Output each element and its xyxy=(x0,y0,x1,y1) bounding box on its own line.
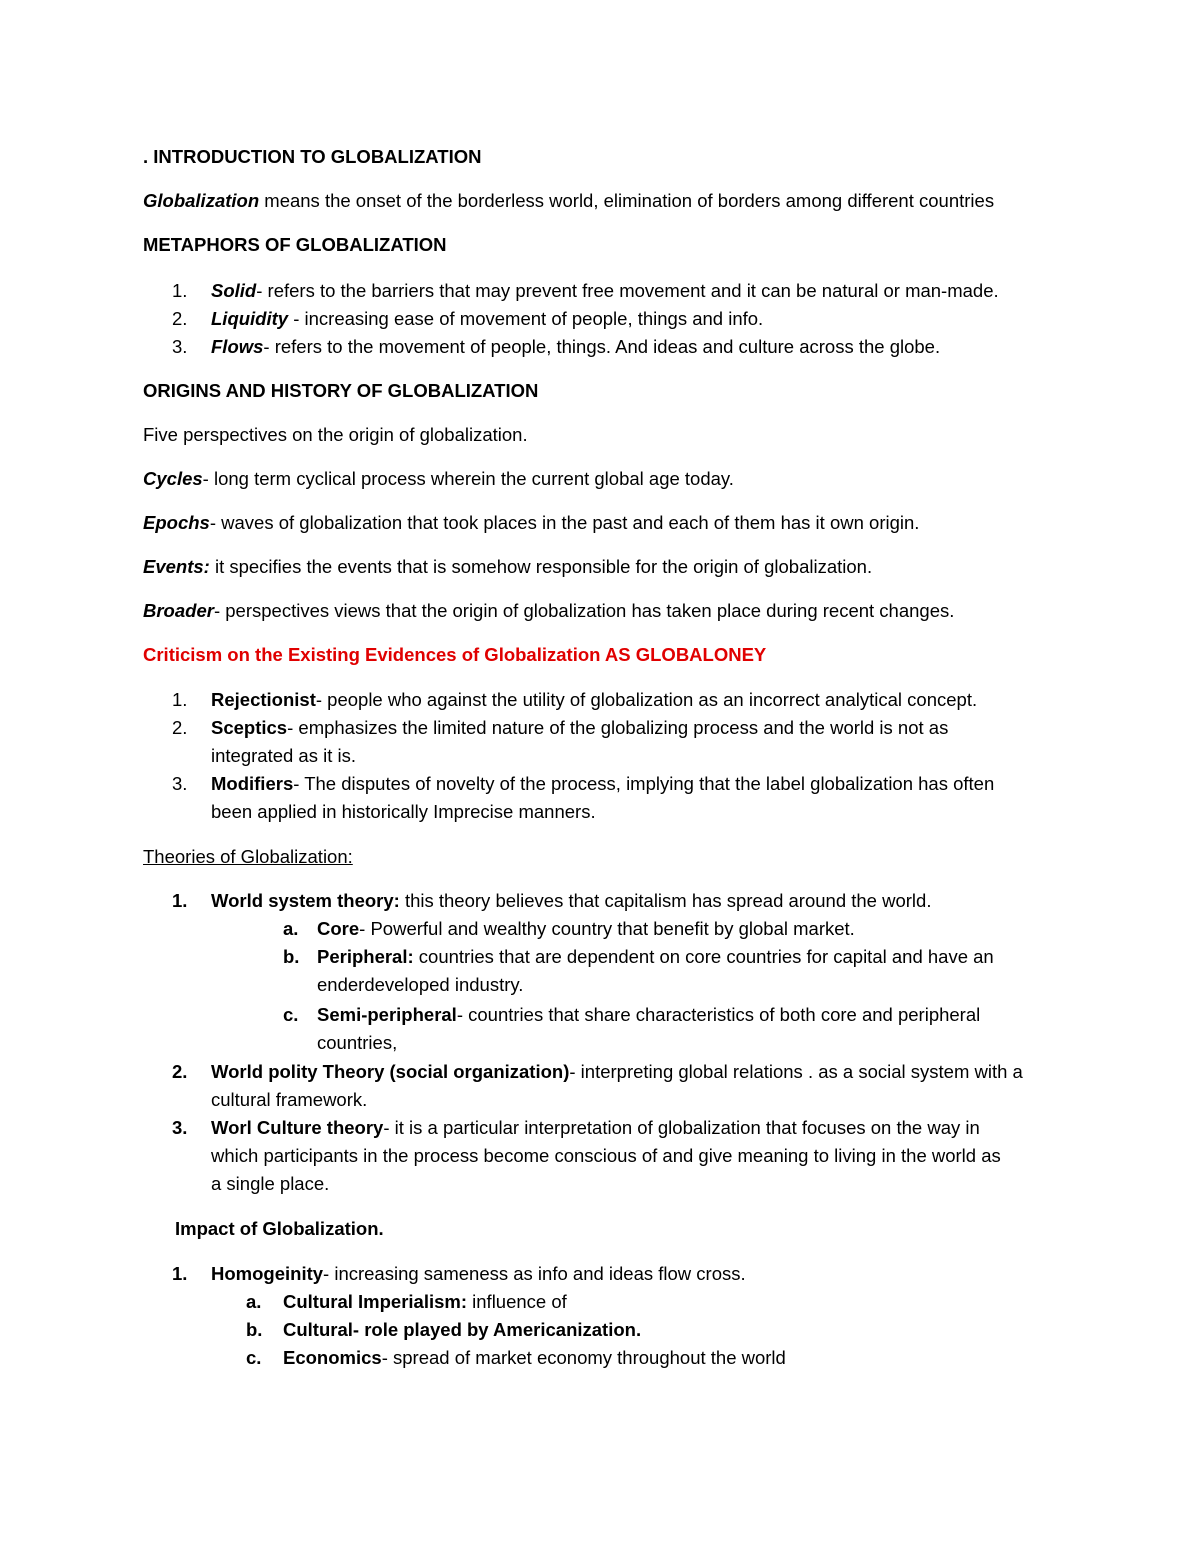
definition-text: means the onset of the borderless world, elimination of borders among different countries xyxy=(259,190,995,211)
sublist-item-text: countries that are dependent on core countries for capital and have an xyxy=(413,946,994,967)
perspective-text: - long term cyclical process wherein the current global age today. xyxy=(202,468,734,489)
sublist-item-text: influence of xyxy=(467,1291,567,1312)
list-item-continuation: cultural framework. xyxy=(211,1089,368,1110)
list-number: 3. xyxy=(172,773,188,794)
sublist-item-term: Cultural Imperialism: xyxy=(283,1291,468,1312)
sublist-item-text: - spread of market economy throughout the world xyxy=(381,1347,786,1368)
list-item-text: - increasing sameness as info and ideas flow cross. xyxy=(323,1263,746,1284)
perspective-item xyxy=(143,512,919,534)
list-item-term: World system theory: xyxy=(211,890,400,911)
list-item-continuation: integrated as it is. xyxy=(211,745,356,766)
list-number: 1. xyxy=(172,890,188,911)
list-item xyxy=(211,717,948,739)
list-item xyxy=(211,1117,980,1139)
list-number: 1. xyxy=(172,689,188,710)
sublist-item xyxy=(283,1347,786,1369)
list-item-term: Homogeinity xyxy=(211,1263,324,1284)
list-item-text: - refers to the barriers that may prevent free movement and it can be natural or man-made. xyxy=(256,280,999,301)
sublist-letter: c. xyxy=(246,1347,262,1368)
list-item-term: Modifiers xyxy=(211,773,294,794)
sublist-item xyxy=(317,1004,980,1026)
sublist-item-term: Economics xyxy=(283,1347,382,1368)
sublist-letter: a. xyxy=(283,918,299,939)
sublist-item-continuation: enderdeveloped industry. xyxy=(317,974,524,995)
perspective-item xyxy=(143,556,872,578)
perspective-term: Broader xyxy=(143,600,214,621)
origins-heading: ORIGINS AND HISTORY OF GLOBALIZATION xyxy=(143,380,539,401)
list-item xyxy=(211,773,994,795)
list-item-text: this theory believes that capitalism has spread around the world. xyxy=(399,890,932,911)
perspective-term: Cycles xyxy=(143,468,203,489)
list-item-text: - it is a particular interpretation of globalization that focuses on the way in xyxy=(383,1117,980,1138)
list-item-term: Solid xyxy=(211,280,257,301)
list-item-text: - refers to the movement of people, things. And ideas and culture across the globe. xyxy=(263,336,941,357)
perspective-text: - perspectives views that the origin of globalization has taken place during recent changes. xyxy=(213,600,955,621)
impact-heading: Impact of Globalization. xyxy=(175,1218,384,1239)
sublist-item xyxy=(317,946,994,968)
list-item-term: Sceptics xyxy=(211,717,288,738)
list-item xyxy=(211,1263,746,1285)
list-number: 1. xyxy=(172,1263,188,1284)
list-item-text: - interpreting global relations . as a social system with a xyxy=(569,1061,1023,1082)
sublist-item xyxy=(283,1319,641,1341)
sublist-item-term: Peripheral: xyxy=(317,946,414,967)
list-number: 2. xyxy=(172,308,188,329)
list-item-term: World polity Theory (social organization) xyxy=(211,1061,570,1082)
sublist-item-text: - Powerful and wealthy country that benefit by global market. xyxy=(359,918,855,939)
origins-intro: Five perspectives on the origin of globalization. xyxy=(143,424,528,445)
sublist-item-term: Semi-peripheral xyxy=(317,1004,457,1025)
sublist-letter: a. xyxy=(246,1291,262,1312)
perspective-text: - waves of globalization that took places in the past and each of them has it own origin. xyxy=(209,512,920,533)
theories-heading: Theories of Globalization: xyxy=(143,846,353,867)
perspective-item xyxy=(143,468,734,490)
perspective-term: Epochs xyxy=(143,512,210,533)
criticism-heading: Criticism on the Existing Evidences of Globalization AS GLOBALONEY xyxy=(143,644,767,665)
page-title: . INTRODUCTION TO GLOBALIZATION xyxy=(143,146,482,167)
sublist-letter: b. xyxy=(246,1319,263,1340)
list-number: 1. xyxy=(172,280,188,301)
list-number: 3. xyxy=(172,336,188,357)
list-item-continuation: which participants in the process become conscious of and give meaning to living in the world as xyxy=(211,1145,1001,1166)
list-item-term: Rejectionist xyxy=(211,689,316,710)
list-item xyxy=(211,689,977,711)
definition-paragraph xyxy=(143,190,994,212)
list-item xyxy=(211,308,763,330)
list-number: 3. xyxy=(172,1117,188,1138)
perspective-item xyxy=(143,600,954,622)
metaphors-heading: METAPHORS OF GLOBALIZATION xyxy=(143,234,447,255)
list-item-continuation: a single place. xyxy=(211,1173,330,1194)
list-item-text: - emphasizes the limited nature of the globalizing process and the world is not as xyxy=(287,717,949,738)
sublist-item-text: - countries that share characteristics of both core and peripheral xyxy=(456,1004,981,1025)
list-number: 2. xyxy=(172,717,188,738)
list-item xyxy=(211,336,940,358)
perspective-text: it specifies the events that is somehow responsible for the origin of globalization. xyxy=(209,556,873,577)
definition-term: Globalization xyxy=(143,190,260,211)
list-item xyxy=(211,890,931,912)
sublist-item xyxy=(283,1291,567,1313)
perspective-term: Events: xyxy=(143,556,210,577)
list-item-term: Liquidity xyxy=(211,308,289,329)
list-number: 2. xyxy=(172,1061,188,1082)
sublist-letter: b. xyxy=(283,946,300,967)
list-item-term: Flows xyxy=(211,336,264,357)
sublist-item xyxy=(317,918,855,940)
list-item xyxy=(211,1061,1023,1083)
list-item-term: Worl Culture theory xyxy=(211,1117,384,1138)
sublist-item-term: Core xyxy=(317,918,360,939)
sublist-item-term: Cultural- role played by Americanization. xyxy=(283,1319,642,1340)
sublist-item-continuation: countries, xyxy=(317,1032,398,1053)
list-item-text: - The disputes of novelty of the process, implying that the label globalization has often xyxy=(293,773,995,794)
list-item-text: - increasing ease of movement of people, things and info. xyxy=(288,308,764,329)
list-item-continuation: been applied in historically Imprecise manners. xyxy=(211,801,596,822)
list-item-text: - people who against the utility of globalization as an incorrect analytical concept. xyxy=(315,689,978,710)
list-item xyxy=(211,280,999,302)
sublist-letter: c. xyxy=(283,1004,299,1025)
